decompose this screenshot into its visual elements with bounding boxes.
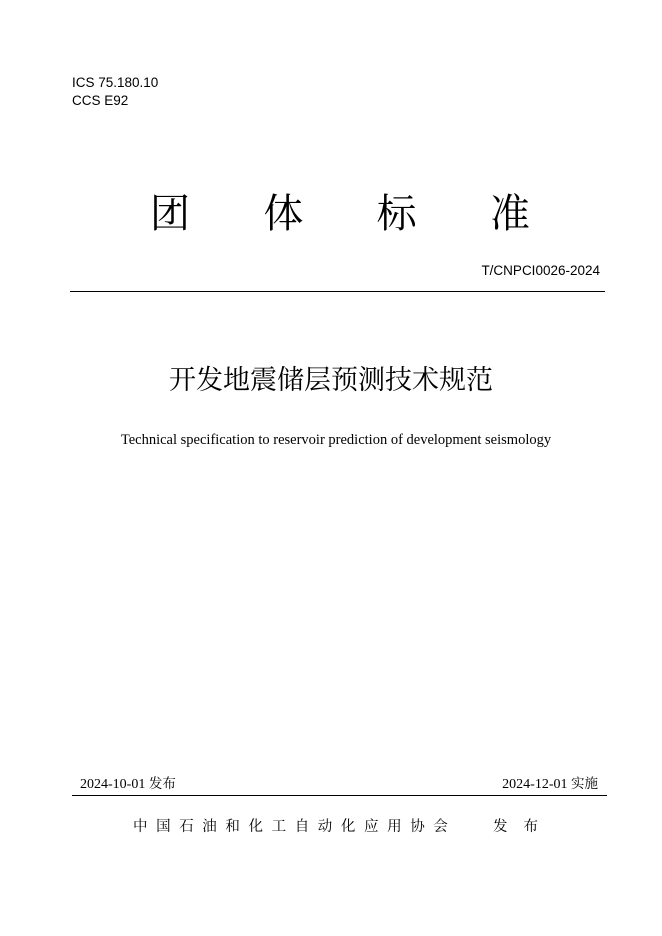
implement-label: 实施: [571, 776, 598, 792]
classification-codes: [72, 74, 158, 110]
title-chinese: 开发地震储层预测技术规范: [169, 365, 493, 396]
issue-label: 发布: [148, 776, 176, 792]
issue-date-line: [80, 775, 176, 794]
publish-word: 发布: [493, 819, 554, 835]
ccs-code: CCS E92: [72, 93, 129, 108]
ics-code: ICS 75.180.10: [72, 75, 159, 90]
title-english: Technical specification to reservoir prediction of development seismology: [120, 432, 552, 448]
publisher-name: 中国石油和化工自动化应用协会: [133, 819, 457, 835]
doc-type-char: 准: [489, 191, 530, 237]
top-divider: [70, 291, 605, 292]
doc-type-char: 体: [263, 191, 304, 237]
document-type-heading: [150, 188, 530, 240]
doc-type-char: 团: [150, 191, 190, 237]
issue-date: 2024-10-01: [80, 777, 146, 792]
bottom-divider: [72, 795, 607, 796]
standard-number: T/CNPCI0026-2024: [481, 263, 600, 278]
implement-date-line: [502, 775, 598, 794]
doc-type-char: 标: [376, 191, 417, 237]
implement-date: 2024-12-01: [502, 777, 568, 792]
